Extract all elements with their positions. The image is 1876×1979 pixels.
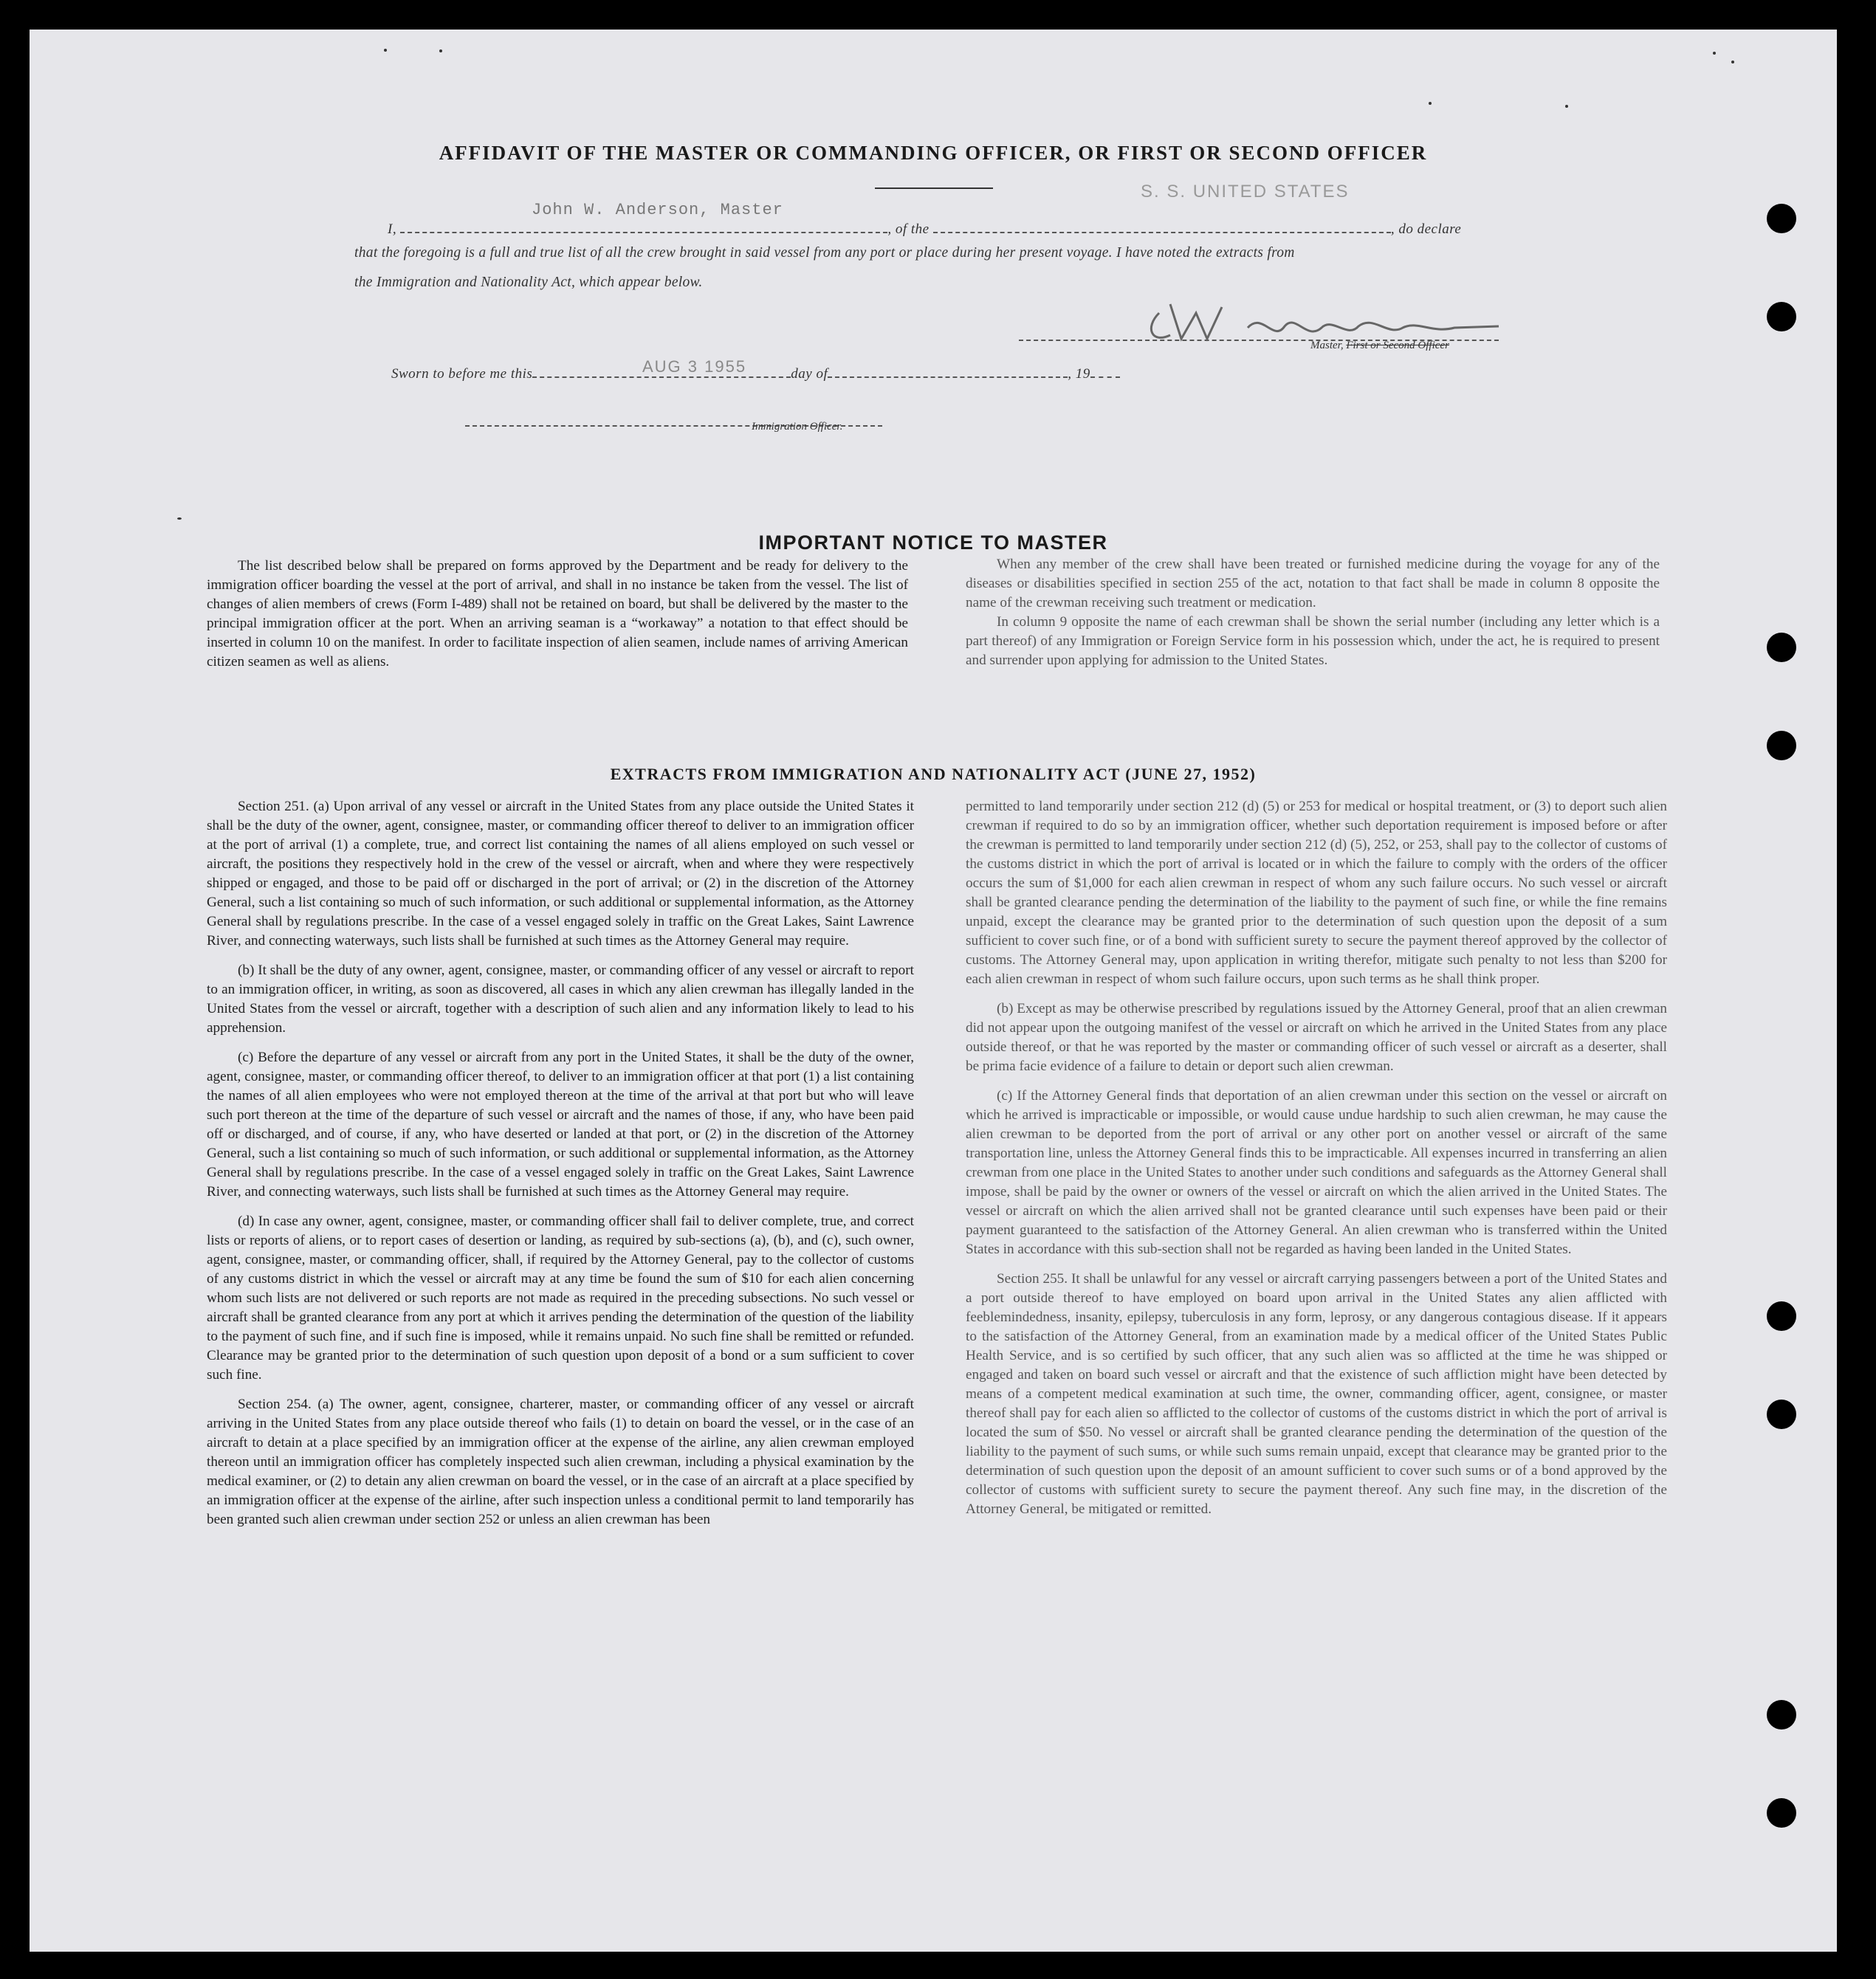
immigration-officer-caption: Immigration Officer. (752, 421, 843, 433)
punch-hole (1767, 1301, 1796, 1331)
section-251-c: (c) Before the departure of any vessel or aircraft from any port in the United States, it shall be the duty of the owner, agent, consignee, master, or commanding officer thereof, to deliver to an immigration officer at that port (1) a list containing the names of all alien employees who were not employed thereon at the time of the arrival at that port but who will leave such port thereon at the time of the departure of such vessel or aircraft and the names of those, if any, who have been paid off or discharged, and of course, if any, who have deserted or landed at that port, or (2) in the discretion of the Attorney General, such a list containing so much of such information, or such additional or supplemental information, as the Attorney General shall by regulations prescribe. In the case of a vessel engaged solely in traffic on the Great Lakes, Saint Lawrence River, and connecting waterways, such lists shall be furnished at such times as the Attorney General may require. (207, 1050, 914, 1200)
speck (1429, 102, 1432, 105)
punch-hole (1767, 731, 1796, 760)
notice-right-column (966, 555, 1660, 670)
master-caption: Master, (1310, 340, 1344, 351)
speck (1731, 61, 1734, 63)
master-name-typed: John W. Anderson, Master (532, 201, 783, 219)
declaration-text-1: that the foregoing is a full and true list of all the crew brought in said vessel from any port or place during her present voyage. I have noted the extracts from (354, 245, 1295, 261)
affidavit-title: AFFIDAVIT OF THE MASTER OR COMMANDING OFFICER, OR FIRST OR SECOND OFFICER (439, 142, 1428, 164)
declaration-line (388, 220, 1461, 238)
vessel-name-stamp: S. S. UNITED STATES (1141, 182, 1350, 202)
title-rule (875, 187, 993, 189)
punch-hole (1767, 302, 1796, 331)
section-254-b: (b) Except as may be otherwise prescribed by regulations issued by the Attorney General, proof that an alien crewman did not appear upon the outgoing manifest of the vessel or aircraft on which he arrived in the United States from any place outside thereof, or that he was reported by the master or commanding officer of such vessel or aircraft as a deserter, shall be prima facie evidence of a failure to detain or deport such alien crewman. (966, 1001, 1667, 1074)
section-251-b: (b) It shall be the duty of any owner, agent, consignee, master, or commanding officer of any vessel or aircraft to report to an immigration officer, in writing, as soon as discovered, all cases in which any alien crewman has illegally landed in the United States from the vessel or aircraft, together with a description of such alien and any information likely to lead to his apprehension. (207, 963, 914, 1036)
section-254-a-continued: permitted to land temporarily under section 212 (d) (5) or 253 for medical or hospital treatment, or (3) to deport such alien crewman if required to do so by an immigration officer, whether such deportation requirement is imposed before or after the crewman is permitted to land temporarily under section 212 (d) (5), 252, or 253, shall pay to the collector of customs of the customs district in which the port of arrival is located or in which the failure to comply with the orders of the officer occurs the sum of $1,000 for each alien crewman in respect of whom any such failure occurs. No such vessel or aircraft shall be granted clearance pending the determination of the liability to the payment of such fine, or while the fine remains unpaid, except the clearance may be granted prior to the determination of such question upon the deposit of a sum sufficient to cover such fine, or of a bond with sufficient surety to secure the payment thereof approved by the collector of customs. The Attorney General may, upon application in writing therefor, mitigate such penalty to not less than $200 for each alien crewman in respect of whom such failure occurs, upon such terms as he shall think proper. (966, 799, 1667, 987)
struck-officer-caption: First or Second Officer (1346, 340, 1449, 351)
day-of-label: day of (791, 366, 828, 382)
speck (1565, 105, 1568, 108)
notice-right-paragraph-2: In column 9 opposite the name of each crewman shall be shown the serial number (including any letter which is a part thereof) of any Immigration or Foreign Service form in his possession which, under the act, he is required to present and surrender upon applying for admission to the United States. (966, 614, 1660, 668)
extracts-left-column (207, 797, 914, 1540)
speck (384, 49, 387, 52)
master-name-field (400, 220, 887, 233)
section-255: Section 255. It shall be unlawful for any vessel or aircraft carrying passengers between a port of the United States and a port outside thereof to have employed on board upon arrival in the United States any alien afflicted with feeblemindedness, insanity, epilepsy, tuberculosis in any form, leprosy, or any dangerous contagious disease. If it appears to the satisfaction of the Attorney General, from an examination made by a medical officer of the United States Public Health Service, and is so certified by such officer, that any such alien was so afflicted at the time he was shipped or engaged and taken on board such vessel or aircraft and that the existence of such affliction might have been detected by means of a competent medical examination at such time, the owner, commanding officer, agent, consignee, or master thereof shall pay for each alien so afflicted to the collector of customs of the customs district in which the port of arrival is located the sum of $50. No vessel or aircraft shall be granted clearance pending the determination of the question of the liability to the payment of such sums, or while such sums remain unpaid, except that clearance may be granted prior to the determination of such question upon the deposit of an amount sufficient to cover such sums or of a bond approved by the collector of customs with sufficient surety to secure the payment thereof. Any such fine may, in the discretion of the Attorney General, be mitigated or remitted. (966, 1271, 1667, 1517)
do-declare-label: , do declare (1390, 221, 1462, 237)
section-251-a: Section 251. (a) Upon arrival of any vessel or aircraft in the United States from any place outside the United States it shall be the duty of the owner, agent, consignee, master, or commanding officer thereof to deliver to an immigration officer at the port of arrival (1) a complete, true, and correct list containing the names of all aliens employed on such vessel or aircraft, the positions they respectively hold in the crew of the vessel or aircraft, when and where they were respectively shipped or engaged, and those to be paid off or discharged in the port of arrival; or (2) in the discretion of the Attorney General, such a list containing so much of such information, or such additional or supplemental information, as the Attorney General shall by regulations prescribe. In the case of a vessel engaged solely in traffic on the Great Lakes, Saint Lawrence River, and connecting waterways, such lists shall be furnished at such times as the Attorney General may require. (207, 799, 914, 949)
of-the-label: , of the (887, 221, 930, 237)
year-label: , 19 (1068, 366, 1090, 382)
section-254-a: Section 254. (a) The owner, agent, consignee, charterer, master, or commanding officer of any vessel or aircraft arriving in the United States from any place outside thereof who fails (1) to detain on board the vessel, or in the case of an aircraft to detain at a place specified by an immigration officer at the expense of the airline, any alien crewman employed thereon until an immigration officer has completely inspected such alien crewman, including a physical examination by the medical examiner, or (2) to detain any alien crewman on board the vessel, or in the case of an aircraft at a place specified by an immigration officer at the expense of the airline, after such inspection unless a conditional permit to land temporarily has been granted such alien crewman under section 252 or unless an alien crewman has been (207, 1397, 914, 1527)
notice-right-paragraph-1: When any member of the crew shall have been treated or furnished medicine during the voyage for any of the diseases or disabilities specified in section 255 of the act, notation to that fact shall be made in column 8 opposite the name of the crewman receiving such treatment or medication. (966, 557, 1660, 610)
sworn-year-field (1090, 365, 1120, 378)
speck (177, 517, 182, 520)
extracts-title: EXTRACTS FROM IMMIGRATION AND NATIONALITY ACT (JUNE 27, 1952) (610, 765, 1257, 783)
i-label: I, (388, 221, 397, 237)
sworn-label: Sworn to before me this (391, 366, 533, 382)
declaration-text-2: the Immigration and Nationality Act, which appear below. (354, 275, 703, 290)
punch-hole (1767, 1400, 1796, 1429)
document-page (30, 30, 1837, 1952)
date-stamp: AUG 3 1955 (642, 357, 747, 376)
punch-hole (1767, 204, 1796, 233)
punch-hole (1767, 1798, 1796, 1828)
vessel-name-field (933, 220, 1391, 233)
punch-hole (1767, 1700, 1796, 1730)
notice-left-paragraph: The list described below shall be prepared on forms approved by the Department and be ready for delivery to the immigration officer boarding the vessel at the port of arrival, and shall in no instance be taken from the vessel. The list of changes of alien members of crews (Form I-489) shall not be retained on board, but shall be delivered by the master to the principal immigration officer at the port. When an arriving seaman is a “workaway” a notation to that effect should be inserted in column 10 on the manifest. In order to facilitate inspection of alien seamen, include names of arriving American citizen seamen as well as aliens. (207, 558, 908, 670)
sworn-line (391, 365, 1120, 382)
punch-hole (1767, 633, 1796, 662)
sworn-month-field (828, 365, 1068, 378)
notice-left-column (207, 557, 908, 682)
section-251-d: (d) In case any owner, agent, consignee, master, or commanding officer shall fail to deliver complete, true, and correct lists or reports of aliens, or to report cases of desertion or landing, as required by sub-sections (a), (b), and (c), such owner, agent, consignee, master, or commanding officer, shall, if required by the Attorney General, pay to the collector of customs of any customs district in which the vessel or aircraft may at any time be found the sum of $10 for each alien concerning whom such lists are not delivered or such reports are not made as required in the preceding subsections. No such vessel or aircraft shall be granted clearance from any port at which it arrives pending the determination of the question of the liability to the payment of such fine, and if such fine is imposed, while it remains unpaid. No such fine shall be remitted or refunded. Clearance may be granted prior to the determination of such question upon deposit of a bond or a sum sufficient to cover such fine. (207, 1214, 914, 1383)
signature-caption (1310, 340, 1449, 352)
speck (1713, 52, 1716, 55)
section-254-c: (c) If the Attorney General finds that deportation of an alien crewman under this section on the vessel or aircraft on which he arrived is impracticable or impossible, or would cause undue hardship to such alien crewman, he may cause the alien crewman to be deported from the port of arrival or any other port on another vessel or aircraft of the same transportation line, unless the Attorney General finds this to be impracticable. All expenses incurred in transferring an alien crewman from one place in the United States to another under such conditions and safeguards as the Attorney General shall impose, shall be paid by the owner or owners of the vessel or aircraft on which the alien arrived in the United States. The vessel or aircraft on which the alien arrived shall not be granted clearance until such expenses have been paid or their payment guaranteed to the satisfaction of the Attorney General. An alien crewman who is transferred within the United States in accordance with this sub-section shall not be regarded as having been landed in the United States. (966, 1088, 1667, 1257)
speck (439, 49, 442, 52)
notice-title: IMPORTANT NOTICE TO MASTER (758, 531, 1108, 554)
extracts-right-column (966, 797, 1667, 1529)
